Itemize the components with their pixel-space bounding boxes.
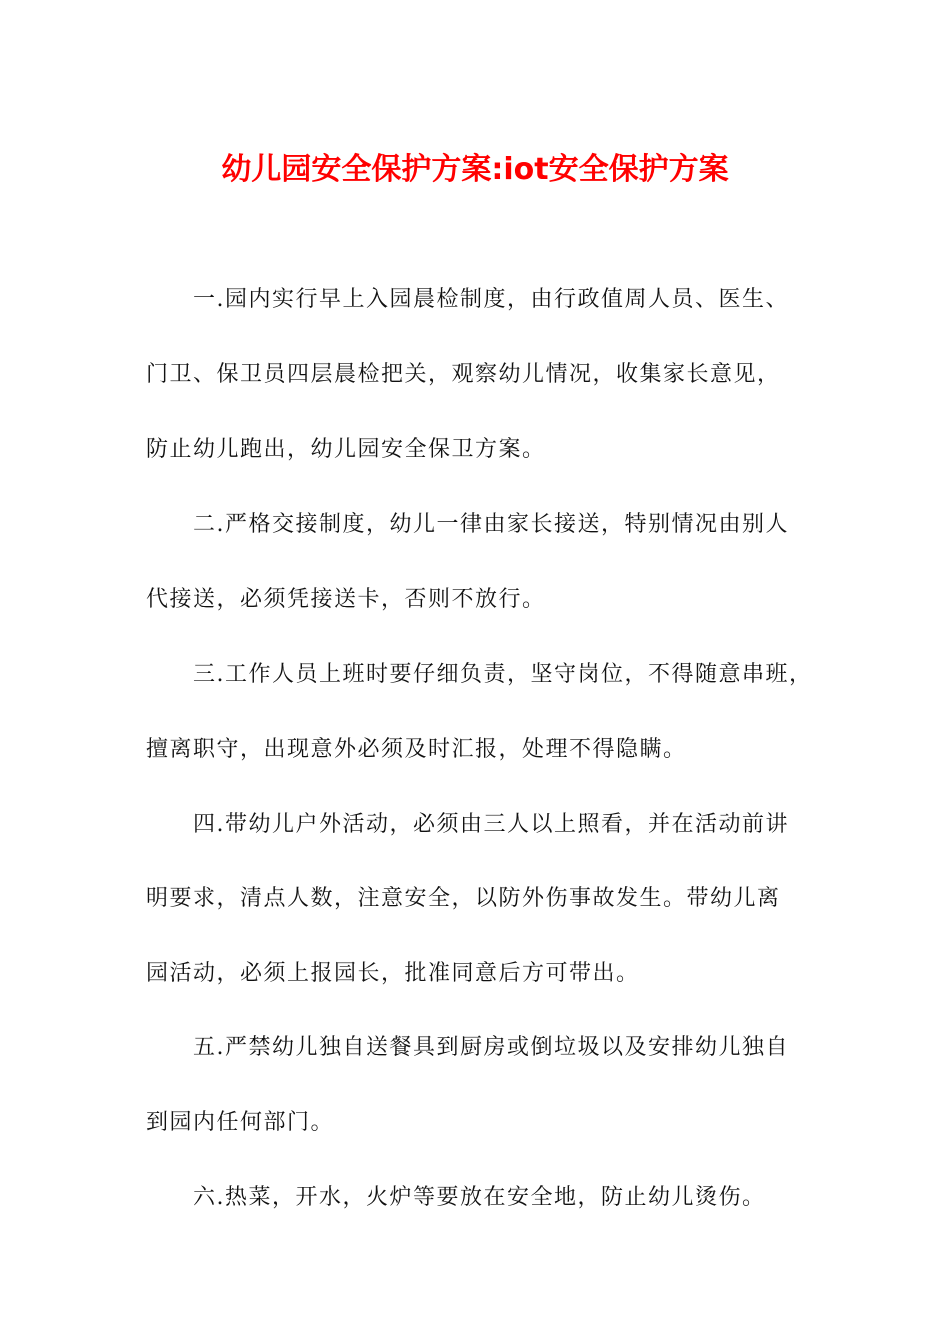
paragraph-line: 门卫、保卫员四层晨检把关，观察幼儿情况，收集家长意见， — [146, 362, 781, 387]
paragraph-line: 四.带幼儿户外活动，必须由三人以上照看，并在活动前讲 — [193, 812, 789, 837]
paragraph-line: 防止幼儿跑出，幼儿园安全保卫方案。 — [146, 437, 546, 462]
document-title: 幼儿园安全保护方案:iot安全保护方案 — [221, 152, 729, 187]
paragraph-line: 一.园内实行早上入园晨检制度，由行政值周人员、医生、 — [193, 287, 789, 312]
paragraph-line: 二.严格交接制度，幼儿一律由家长接送，特别情况由别人 — [193, 512, 789, 537]
paragraph-line: 擅离职守，出现意外必须及时汇报，处理不得隐瞒。 — [146, 737, 687, 762]
paragraph-line: 六.热菜，开水，火炉等要放在安全地，防止幼儿烫伤。 — [193, 1185, 766, 1210]
paragraph-line: 代接送，必须凭接送卡，否则不放行。 — [146, 587, 546, 612]
paragraph-line: 到园内任何部门。 — [146, 1110, 335, 1135]
paragraph-line: 明要求，清点人数，注意安全，以防外伤事故发生。带幼儿离 — [146, 886, 781, 911]
paragraph-line: 园活动，必须上报园长，批准同意后方可带出。 — [146, 961, 640, 986]
paragraph-line: 五.严禁幼儿独自送餐具到厨房或倒垃圾以及安排幼儿独自 — [193, 1035, 789, 1060]
paragraph-line: 三.工作人员上班时要仔细负责，坚守岗位，不得随意串班， — [193, 662, 813, 687]
